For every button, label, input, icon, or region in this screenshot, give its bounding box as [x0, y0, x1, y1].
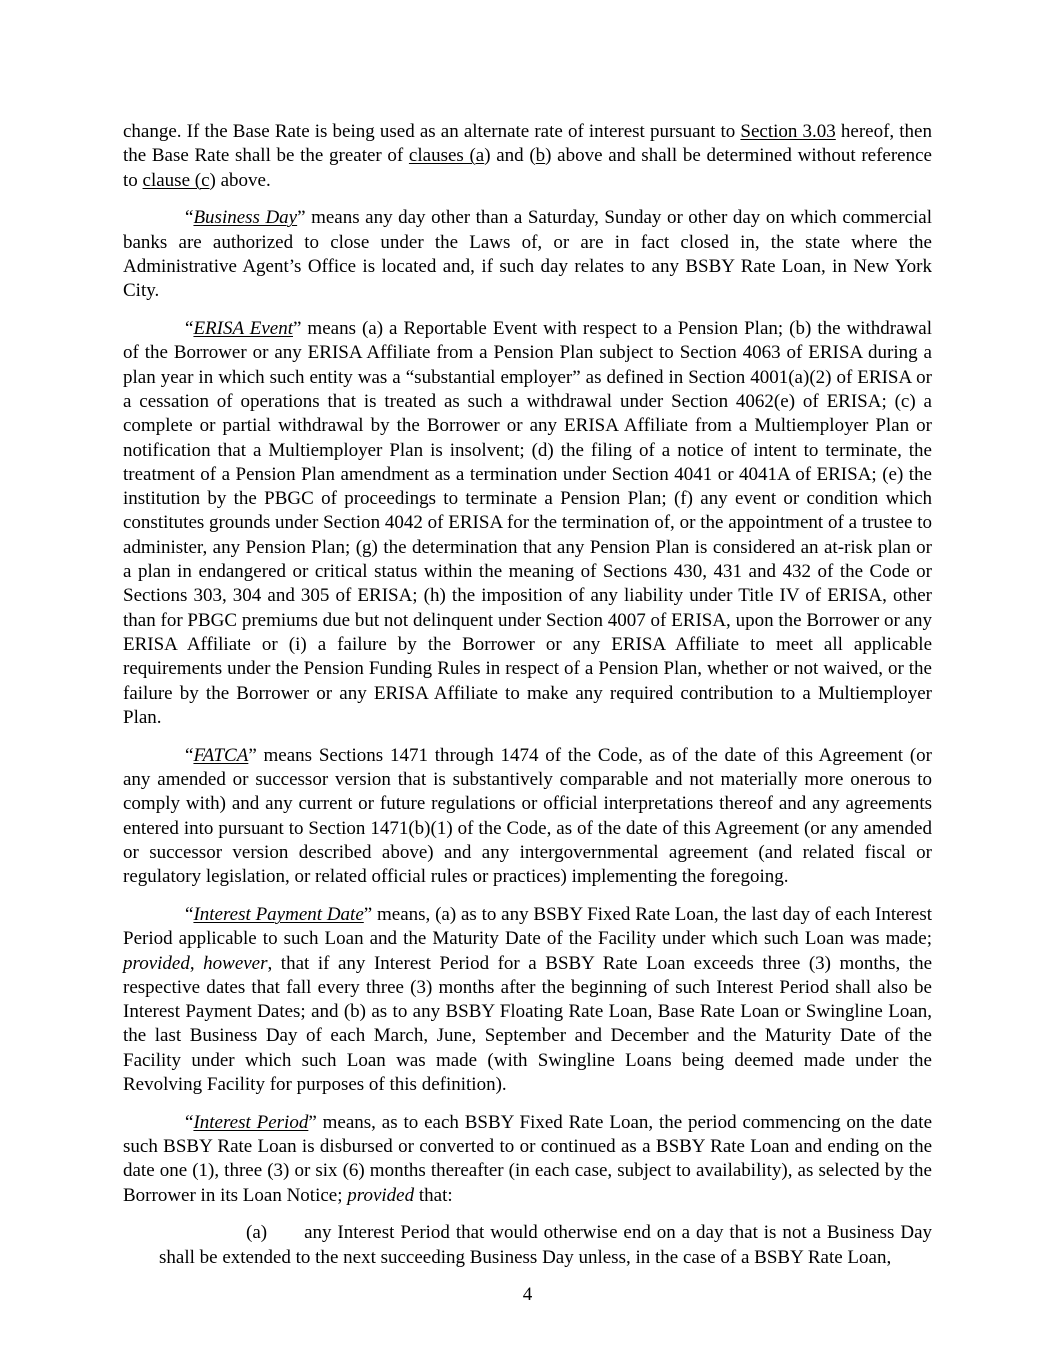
paragraph-definition-interest-payment-date: “Interest Payment Date” means, (a) as to any BSBY Fixed Rate Loan, the last day of each Interest Period applicable to such Loan and the Maturity Date of the Facility under which such Loan was made; provided, however, that if any Interest Period for a BSBY Rate Loan exceeds three (3) months, the respective dates that fall every three (3) months after the beginning of such Interest Period shall also be Interest Payment Dates; and (b) as to any BSBY Floating Rate Loan, Base Rate Loan or Swingline Loan, the last Business Day of each March, June, September and December and the Maturity Date of the Facility under which such Loan was made (with Swingline Loans being deemed made under the Revolving Facility for purposes of this definition).: [123, 903, 932, 1095]
emphasized-text: provided: [347, 1184, 415, 1206]
cross-reference: clause (c: [142, 169, 210, 191]
defined-term: Interest Payment Date: [193, 903, 364, 925]
emphasized-text: however: [203, 952, 268, 974]
cross-reference: b: [535, 145, 546, 167]
paragraph-definition-erisa-event: “ERISA Event” means (a) a Reportable Event with respect to a Pension Plan; (b) the withdrawal of the Borrower or any ERISA Affiliate from a Pension Plan subject to Section 4063 of ERISA during a plan year in which such entity was a “substantial employer” as defined in Section 4001(a)(2) of ERISA or a cessation of operations that is treated as such a withdrawal under Section 4062(e) of ERISA; (c) a complete or partial withdrawal by the Borrower or any ERISA Affiliate from a Multiemployer Plan or notification that a Multiemployer Plan is insolvent; (d) the filing of a notice of intent to terminate, the treatment of a Pension Plan amendment as a termination under Section 4041 or 4041A of ERISA; (e) the institution by the PBGC of proceedings to terminate a Pension Plan; (f) any event or condition which constitutes grounds under Section 4042 of ERISA for the termination of, or the appointment of a trustee to administer, any Pension Plan; (g) the determination that any Pension Plan is considered an at-risk plan or a plan in endangered or critical status within the meaning of Sections 430, 431 and 432 of the Code or Sections 303, 304 and 305 of ERISA; (h) the imposition of any liability under Title IV of ERISA, other than for PBGC premiums due but not delinquent under Section 4007 of ERISA, upon the Borrower or any ERISA Affiliate or (i) a failure by the Borrower or any ERISA Affiliate to meet all applicable requirements under the Pension Funding Rules in respect of a Pension Plan, whether or not waived, or the failure by the Borrower or any ERISA Affiliate to make any required contribution to a Multiemployer Plan.: [123, 318, 932, 728]
cross-reference: Section 3.03: [740, 121, 836, 142]
paragraph-definition-business-day: “Business Day” means any day other than a Saturday, Sunday or other day on which commercial banks are authorized to close under the Laws of, or are in fact closed in, the state where the Administrative Agent’s Office is located and, if such day relates to any BSBY Rate Loan, in New York City.: [123, 207, 932, 302]
defined-term: Business Day: [193, 207, 298, 229]
cross-reference: clauses (a: [408, 145, 485, 167]
paragraph-interest-period-clause-a: (a) any Interest Period that would otherwise end on a day that is not a Business Day shall be extended to the next succeeding Business Day unless, in the case of a BSBY Rate Loan,: [159, 1222, 932, 1268]
paragraph-base-rate-continuation: change. If the Base Rate is being used as an alternate rate of interest pursuant to Section 3.03 hereof, then the Base Rate shall be the greater of clauses (a) and (b) above and shall be determined without reference to clause (c) above.: [123, 121, 932, 191]
defined-term: Interest Period: [193, 1111, 309, 1133]
page-number: 4: [522, 1284, 533, 1305]
document-body: [123, 120, 932, 1284]
paragraph-definition-fatca: “FATCA” means Sections 1471 through 1474 of the Code, as of the date of this Agreement (or any amended or successor version that is substantively comparable and not materially more onerous to comply with) and any current or future regulations or official interpretations thereof and any agreements entered into pursuant to Section 1471(b)(1) of the Code, as of the date of this Agreement (or any amended or successor version described above) and any intergovernmental agreement (and related fiscal or regulatory legislation, or related official rules or practices) implementing the foregoing.: [123, 744, 932, 888]
page-footer: [0, 1283, 1055, 1307]
defined-term: FATCA: [193, 744, 249, 766]
defined-term: ERISA Event: [193, 318, 293, 340]
paragraph-definition-interest-period: “Interest Period” means, as to each BSBY Fixed Rate Loan, the period commencing on the date such BSBY Rate Loan is disbursed or converted to or continued as a BSBY Rate Loan and ending on the date one (1), three (3) or six (6) months thereafter (in each case, subject to availability), as selected by the Borrower in its Loan Notice; provided that:: [123, 1111, 933, 1206]
emphasized-text: provided: [123, 952, 190, 974]
